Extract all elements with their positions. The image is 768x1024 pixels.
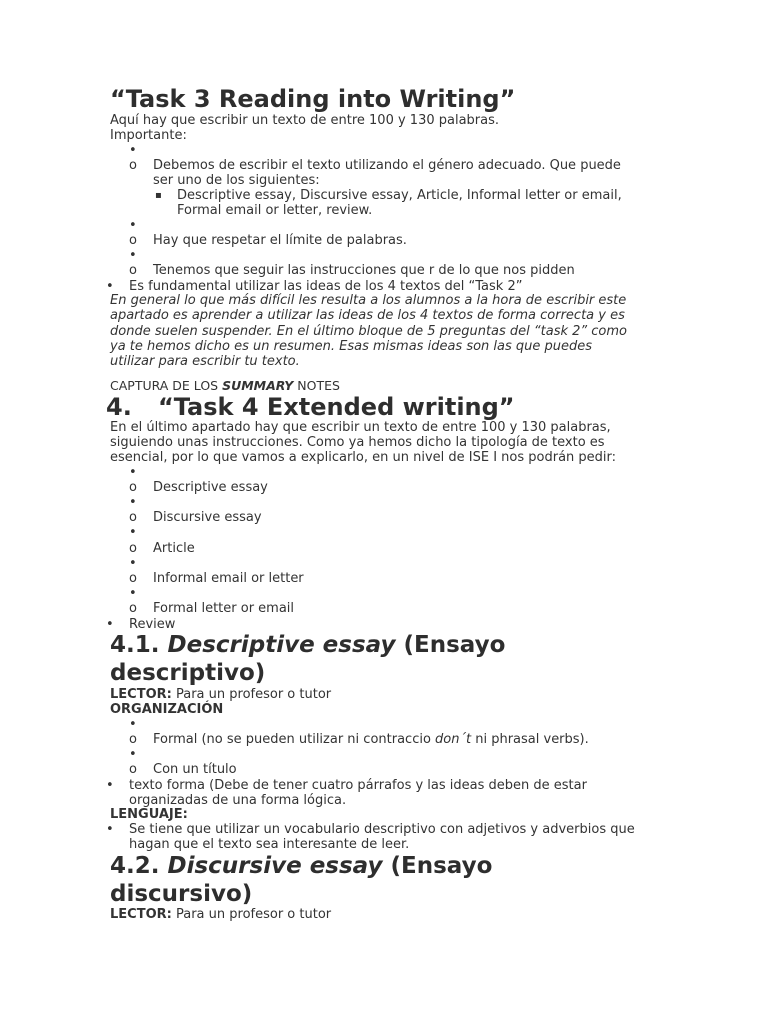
- lector-line: [110, 687, 331, 702]
- list-item-genero-line2: ser uno de los siguientes:: [153, 173, 320, 188]
- list-item-descriptive: Descriptive essay: [153, 480, 268, 495]
- bullet-marker: •: [129, 586, 137, 601]
- formal-pre: Formal (no se pueden utilizar ni contraccio: [153, 732, 436, 747]
- circle-marker: o: [129, 541, 137, 556]
- lector-text: Para un profesor o tutor: [175, 907, 332, 922]
- importante-label: Importante:: [110, 128, 187, 143]
- circle-marker: o: [129, 263, 137, 278]
- list-item-discursive: Discursive essay: [153, 510, 262, 525]
- sublist-genres-line1: Descriptive essay, Discursive essay, Article, Informal letter or email,: [177, 188, 622, 203]
- bullet-marker: •: [106, 617, 114, 632]
- section42-title-rest: (Ensayo: [390, 853, 493, 879]
- list-item-instrucciones: Tenemos que seguir las instrucciones que r de lo que nos pidden: [153, 263, 575, 278]
- bullet-marker: •: [129, 143, 137, 158]
- bullet-marker: •: [106, 822, 114, 837]
- captura-summary: SUMMARY: [222, 378, 294, 393]
- circle-marker: o: [129, 510, 137, 525]
- section41-title-rest: (Ensayo: [403, 632, 506, 658]
- circle-marker: o: [129, 571, 137, 586]
- bullet-item-texto-line1: texto forma (Debe de tener cuatro párrafos y las ideas deben de estar: [129, 778, 587, 793]
- list-item-titulo: Con un título: [153, 762, 237, 777]
- lenguaje-label: LENGUAJE:: [110, 807, 188, 822]
- list-item-formal: Formal letter or email: [153, 601, 295, 616]
- bullet-item-vocabulario-line1: Se tiene que utilizar un vocabulario descriptivo con adjetivos y adverbios que: [129, 822, 635, 837]
- sublist-genres-line2: Formal email or letter, review.: [177, 203, 373, 218]
- lector-label: LECTOR:: [110, 907, 172, 922]
- square-marker: ▪: [155, 190, 162, 201]
- bullet-item-fundamental: Es fundamental utilizar las ideas de los 4 textos del “Task 2”: [129, 279, 523, 294]
- task4-intro-line: En el último apartado hay que escribir un texto de entre 100 y 130 palabras,: [110, 420, 611, 435]
- lector-line: [110, 907, 331, 922]
- bullet-marker: •: [106, 778, 114, 793]
- bullet-item-review: Review: [129, 617, 176, 632]
- lector-label: LECTOR:: [110, 687, 172, 702]
- bullet-marker: •: [129, 717, 137, 732]
- task4-intro-line: esencial, por lo que vamos a explicarlo, en un nivel de ISE I nos podrán pedir:: [110, 450, 617, 465]
- list-item-limite: Hay que respetar el límite de palabras.: [153, 233, 407, 248]
- organizacion-label: ORGANIZACIÓN: [110, 702, 224, 717]
- bullet-item-vocabulario-line2: hagan que el texto sea interesante de leer.: [129, 837, 410, 852]
- list-item-article: Article: [153, 541, 195, 556]
- italic-paragraph-line: ya te hemos dicho es un resumen. Esas mismas ideas son las que puedes: [110, 339, 593, 354]
- section42-heading: [110, 852, 492, 880]
- section42-heading-line2: discursivo): [110, 881, 253, 907]
- bullet-marker: •: [106, 279, 114, 294]
- italic-paragraph-line: En general lo que más difícil les resulta a los alumnos a la hora de escribir este: [110, 293, 627, 308]
- italic-paragraph-line: utilizar para escribir tu texto.: [110, 354, 300, 369]
- list-item-informal: Informal email or letter: [153, 571, 304, 586]
- section41-heading: [110, 631, 505, 659]
- section41-heading-line2: descriptivo): [110, 660, 266, 686]
- lector-text: Para un profesor o tutor: [175, 687, 332, 702]
- task4-heading: “Task 4 Extended writing”: [158, 393, 515, 421]
- captura-pre: CAPTURA DE LOS: [110, 378, 223, 393]
- section41-title-italic: Descriptive essay: [167, 632, 396, 658]
- circle-marker: o: [129, 732, 137, 747]
- bullet-marker: •: [129, 218, 137, 233]
- list-item-formal-rule: [153, 732, 589, 747]
- bullet-marker: •: [129, 495, 137, 510]
- circle-marker: o: [129, 601, 137, 616]
- italic-paragraph-line: apartado es aprender a utilizar las ideas de los 4 textos de forma correcta y es: [110, 308, 625, 323]
- circle-marker: o: [129, 480, 137, 495]
- list-item-genero-line1: Debemos de escribir el texto utilizando el género adecuado. Que puede: [153, 158, 621, 173]
- circle-marker: o: [129, 233, 137, 248]
- task3-heading: “Task 3 Reading into Writing”: [110, 85, 516, 113]
- bullet-marker: •: [129, 747, 137, 762]
- task4-intro-line: siguiendo unas instrucciones. Como ya hemos dicho la tipología de texto es: [110, 435, 605, 450]
- bullet-marker: •: [129, 525, 137, 540]
- circle-marker: o: [129, 762, 137, 777]
- formal-dont: don´t: [435, 732, 472, 747]
- bullet-marker: •: [129, 248, 137, 263]
- bullet-marker: •: [129, 556, 137, 571]
- circle-marker: o: [129, 158, 137, 173]
- captura-post: NOTES: [293, 378, 340, 393]
- bullet-item-texto-line2: organizadas de una forma lógica.: [129, 793, 347, 808]
- formal-post: ni phrasal verbs).: [471, 732, 589, 747]
- section41-number: 4.1.: [110, 632, 160, 658]
- task4-number: 4.: [106, 393, 132, 421]
- italic-paragraph-line: donde suelen suspender. En el último bloque de 5 preguntas del “task 2” como: [110, 324, 627, 339]
- bullet-marker: •: [129, 465, 137, 480]
- captura-line: [110, 378, 340, 393]
- section42-number: 4.2.: [110, 853, 160, 879]
- task3-intro: Aquí hay que escribir un texto de entre 100 y 130 palabras.: [110, 113, 500, 128]
- section42-title-italic: Discursive essay: [167, 853, 383, 879]
